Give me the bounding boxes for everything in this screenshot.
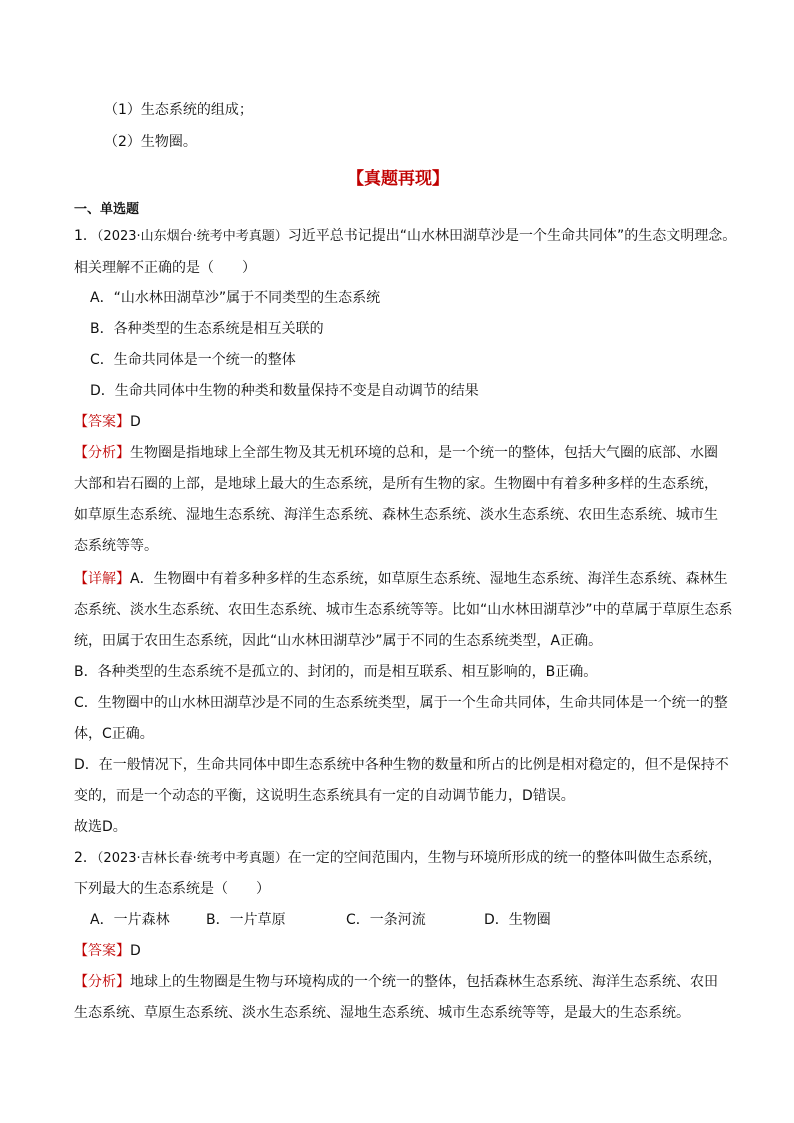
q2-stem-a: 在一定的空间范围内，生物与环境所形成的统一的整体叫做生态系统， (287, 850, 722, 866)
q1-detail-line-4: B．各种类型的生态系统不是孤立的、封闭的，而是相互联系、相互影响的，B正确。 (74, 664, 598, 680)
q1-detail-line-8: 变的，而是一个动态的平衡，这说明生态系统具有一定的自动调节能力，D错误。 (74, 788, 575, 804)
q1-answer-value: D (130, 414, 141, 430)
q2-stem-line-2: 下列最大的生态系统是（ ） (74, 881, 270, 897)
q1-analysis-line-3: 如草原生态系统、湿地生态系统、海洋生态系统、森林生态系统、淡水生态系统、农田生态系统、城市生 (74, 507, 718, 523)
q2-analysis-line-2: 生态系统、草原生态系统、淡水生态系统、湿地生态系统、城市生态系统等等，是最大的生态系统。 (74, 1005, 690, 1021)
q1-stem-line-1 (74, 226, 736, 247)
question-category: 一、单选题 (74, 202, 140, 217)
q1-detail-line-5: C．生物圈中的山水林田湖草沙是不同的生态系统类型，属于一个生命共同体，生命共同体是一个统一的整 (74, 695, 728, 711)
q1-option-a: A．“山水林田湖草沙”属于不同类型的生态系统 (90, 290, 381, 306)
q2-option-d: D．生物圈 (484, 912, 551, 928)
q2-number: 2． (74, 850, 97, 866)
q1-number: 1． (74, 228, 97, 244)
section-title: 【真题再现】 (347, 169, 449, 189)
q1-detail-line-1: 【详解】A．生物圈中有着多种多样的生态系统，如草原生态系统、湿地生态系统、海洋生态系统、森林生 (74, 571, 728, 587)
q1-detail-line-2: 态系统、淡水生态系统、农田生态系统、城市生态系统等等。比如“山水林田湖草沙”中的草属于草原生态系 (74, 602, 733, 618)
q2-stem-line-1 (74, 848, 722, 869)
q2-answer-value: D (130, 943, 141, 959)
q1-stem-a: 习近平总书记提出“山水林田湖草沙是一个生命共同体”的生态文明理念。 (287, 228, 737, 244)
q2-analysis-line-1: 【分析】地球上的生物圈是生物与环境构成的一个统一的整体，包括森林生态系统、海洋生态系统、农田 (74, 974, 718, 990)
q2-answer-tag: 【答案】 (74, 943, 130, 959)
intro-item-2: （2）生物圈。 (104, 134, 197, 150)
q1-detail-tag: 【详解】 (74, 571, 130, 587)
q1-option-b: B．各种类型的生态系统是相互关联的 (90, 321, 324, 337)
q2-option-b: B．一片草原 (206, 912, 286, 928)
q1-detail-line-7: D．在一般情况下，生命共同体中即生态系统中各种生物的数量和所占的比例是相对稳定的，但不是保持不 (74, 757, 729, 773)
q1-stem-line-2: 相关理解不正确的是（ ） (74, 260, 256, 276)
q1-detail-line-9: 故选D。 (74, 819, 127, 835)
q1-option-d: D．生命共同体中生物的种类和数量保持不变是自动调节的结果 (90, 383, 479, 399)
q2-options (90, 910, 551, 930)
q2-analysis-tag: 【分析】 (74, 974, 130, 990)
q1-option-c: C．生命共同体是一个统一的整体 (90, 352, 296, 368)
q1-analysis-line-1: 【分析】生物圈是指地球上全部生物及其无机环境的总和，是一个统一的整体，包括大气圈的底部、水圈 (74, 445, 718, 461)
intro-item-1: （1）生态系统的组成； (104, 102, 253, 118)
q1-answer (74, 412, 141, 432)
q2-option-a: A．一片森林 (90, 912, 170, 928)
q1-detail-line-6: 体，C正确。 (74, 726, 154, 742)
q2-answer (74, 941, 141, 961)
q1-source: （2023·山东烟台·统考中考真题） (96, 229, 288, 244)
q1-analysis-line-2: 大部和岩石圈的上部，是地球上最大的生态系统，是所有生物的家。生物圈中有着多种多样的生态系统， (74, 476, 718, 492)
q2-option-c: C．一条河流 (346, 912, 426, 928)
q1-analysis-line-4: 态系统等等。 (74, 538, 158, 554)
q1-answer-tag: 【答案】 (74, 414, 130, 430)
q1-analysis-tag: 【分析】 (74, 445, 130, 461)
q2-source: （2023·吉林长春·统考中考真题） (96, 851, 288, 866)
q1-detail-line-3: 统，田属于农田生态系统，因此“山水林田湖草沙”属于不同的生态系统类型，A正确。 (74, 633, 603, 649)
